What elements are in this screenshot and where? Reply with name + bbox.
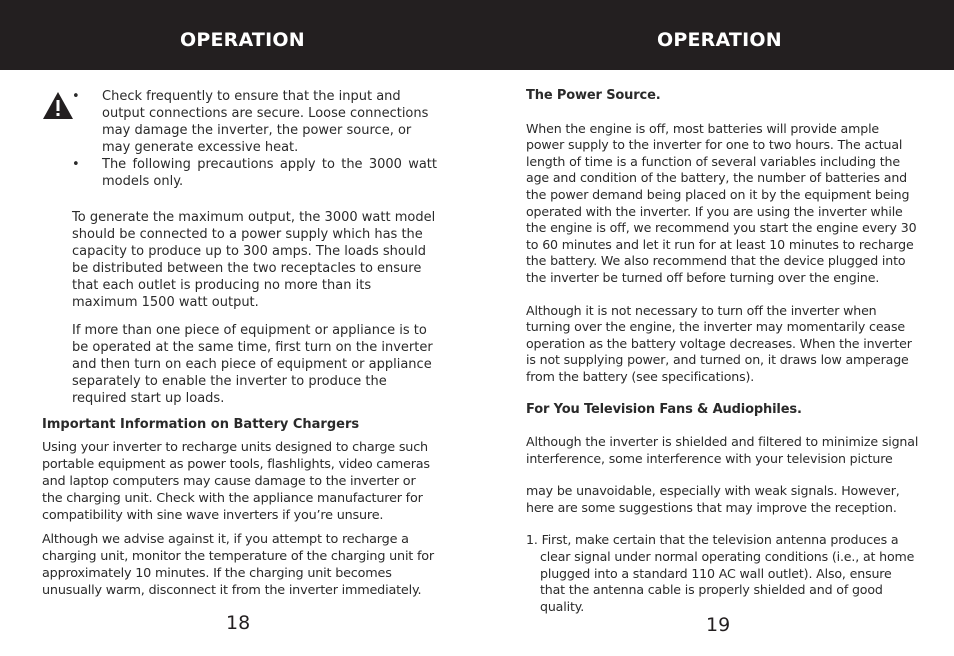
left-page-number: 18 xyxy=(226,612,251,634)
right-page-number: 19 xyxy=(706,614,731,636)
television-heading: For You Television Fans & Audiophiles. xyxy=(526,401,802,417)
power-source-heading: The Power Source. xyxy=(526,88,661,103)
battery-chargers-paragraph-2: Although we advise against it, if you attempt to recharge a charging unit, monitor the temperature of the charging unit for approximately 10 minutes. If the charging unit becomes unusually warm, disconnect it from the inverter immediately. xyxy=(42,532,434,598)
multiple-equipment-paragraph: If more than one piece of equipment or appliance is to be operated at the same time, first turn on the inverter and then turn on each piece of equipment or appliance separately to enable the inverter to produce the required start up loads. xyxy=(72,323,433,406)
television-paragraph-2: may be unavoidable, especially with weak signals. However, here are some suggestions that may improve the reception. xyxy=(526,483,900,515)
warning-bullet-text: Check frequently to ensure that the input and output connections are secure. Loose connections may damage the inverter, the power source, or may generate excessive heat. xyxy=(102,89,429,155)
bullet-dot-icon: • xyxy=(72,89,80,104)
warning-block xyxy=(42,88,437,190)
max-output-paragraph: To generate the maximum output, the 3000 watt model should be connected to a power supply which has the capacity to produce up to 300 amps. The loads should be distributed between the two receptacles to ensure that each outlet is producing no more than its maximum 1500 watt output. xyxy=(72,210,436,310)
warning-bullet-list xyxy=(42,88,437,190)
left-page-title: OPERATION xyxy=(180,29,305,51)
bullet-dot-icon: • xyxy=(72,157,80,172)
list-item xyxy=(72,88,437,156)
power-source-paragraph-1: When the engine is off, most batteries will provide ample power supply to the inverter for one to two hours. The actual length of time is a function of several variables including the age and condition of the battery, the number of batteries and the power demand being placed on it by the equipment being operated with the inverter. If you are using the inverter while the engine is off, we recommend you start the engine every 30 to 60 minutes and let it run for at least 10 minutes to recharge the battery. We also recommend that the device plugged into the inverter be turned off before turning over the engine. xyxy=(526,120,917,285)
warning-bullet-text: The following precautions apply to the 3000 watt models only. xyxy=(102,157,437,189)
right-page-title: OPERATION xyxy=(657,29,782,51)
header-bar xyxy=(0,0,954,70)
list-item: 1. First, make certain that the television antenna produces a clear signal under normal operating conditions (i.e., at home plugged into a standard 110 AC wall outlet). Also, ensure that the antenna cable is properly shielded and of good quality. xyxy=(526,532,915,614)
left-page xyxy=(42,88,437,599)
right-page xyxy=(526,88,920,615)
list-item xyxy=(72,156,437,190)
warning-triangle-icon xyxy=(42,90,74,120)
battery-chargers-paragraph-1: Using your inverter to recharge units designed to charge such portable equipment as power tools, flashlights, video cameras and laptop computers may cause damage to the inverter or the charging unit. Check with the appliance manufacturer for compatibility with sine wave inverters if you’re unsure. xyxy=(42,440,430,523)
television-paragraph-1: Although the inverter is shielded and filtered to minimize signal interference, some interference with your television picture xyxy=(526,434,919,466)
power-source-paragraph-2: Although it is not necessary to turn off the inverter when turning over the engine, the inverter may momentarily cease operation as the battery voltage decreases. When the inverter is not supplying power, and turned on, it draws low amperage from the battery (see specifications). xyxy=(526,302,912,384)
battery-chargers-heading: Important Information on Battery Chargers xyxy=(42,417,360,432)
